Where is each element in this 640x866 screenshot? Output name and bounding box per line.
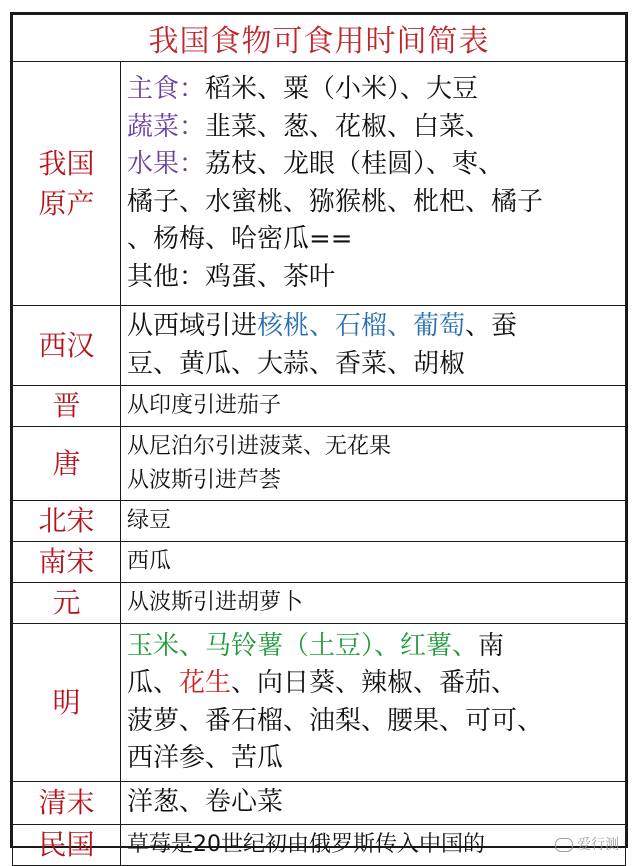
foods-text: 、蚕 — [465, 311, 518, 341]
foods-text: 、向日葵、辣椒、番茄、 — [231, 668, 518, 698]
era-label: 晋 — [52, 389, 81, 422]
era-cell — [13, 583, 121, 624]
foods-line — [127, 184, 619, 222]
foods-text: 从印度引进茄子 — [127, 393, 282, 418]
foods-text: 花生 — [179, 668, 232, 698]
era-cell — [13, 782, 121, 825]
foods-text: 其他：鸡蛋、茶叶 — [127, 261, 336, 292]
table-row — [13, 306, 626, 386]
foods-text: 主食： — [127, 74, 206, 104]
table-row — [13, 824, 626, 865]
foods-line — [127, 665, 619, 703]
foods-text: 蔬菜： — [127, 111, 206, 142]
foods-text: 水果： — [127, 149, 206, 179]
foods-text: 荔枝、龙眼（桂圆）、枣、 — [205, 149, 505, 179]
foods-cell — [121, 824, 626, 865]
table-row — [13, 583, 626, 624]
table-row — [13, 427, 626, 501]
era-label: 元 — [52, 586, 81, 619]
food-timeline-table — [10, 12, 628, 861]
foods-line — [127, 628, 619, 666]
foods-cell — [121, 501, 626, 542]
foods-text: 西洋参、苦瓜 — [127, 743, 284, 773]
foods-text: 豆、黄瓜、大蒜、香菜、胡椒 — [127, 348, 466, 379]
foods-line — [127, 828, 619, 862]
foods-line — [127, 740, 619, 778]
watermark-text: 爱行测 — [577, 836, 619, 853]
era-label: 清末 — [38, 785, 95, 819]
foods-line — [127, 308, 619, 346]
foods-cell — [121, 62, 626, 306]
era-cell — [13, 62, 121, 306]
foods-line — [127, 259, 619, 297]
title-row — [13, 15, 626, 62]
foods-text: 南 — [478, 630, 505, 661]
era-cell — [13, 427, 121, 501]
foods-text: 从尼泊尔引进菠菜、无花果 — [127, 433, 392, 459]
table-row — [13, 62, 626, 306]
foods-cell — [121, 427, 626, 501]
era-label: 南宋 — [38, 545, 95, 578]
era-cell — [13, 824, 121, 865]
watermark — [555, 828, 619, 862]
foods-text: 洋葱、卷心菜 — [127, 787, 284, 817]
era-cell — [13, 501, 121, 542]
foods-cell — [121, 306, 626, 386]
foods-text: 绿豆 — [127, 508, 172, 533]
foods-line — [127, 389, 619, 423]
foods-text: 瓜、 — [127, 668, 180, 698]
foods-line — [127, 784, 619, 822]
table-row — [13, 386, 626, 427]
foods-line — [127, 586, 619, 620]
era-cell — [13, 386, 121, 427]
foods-text: 从西域引进 — [127, 311, 258, 341]
foods-text: 菠萝、番石榴、油梨、腰果、可可、 — [127, 705, 544, 736]
foods-line — [127, 703, 619, 741]
foods-cell — [121, 624, 626, 782]
foods-line — [127, 221, 619, 259]
foods-cell — [121, 542, 626, 583]
foods-line — [127, 464, 619, 498]
foods-line — [127, 71, 619, 109]
era-label: 明 — [52, 685, 81, 719]
era-label: 西汉 — [38, 328, 95, 362]
foods-text: 、杨梅、哈密瓜== — [127, 224, 353, 254]
foods-line — [127, 504, 619, 538]
era-cell — [13, 542, 121, 583]
table-row — [13, 624, 626, 782]
foods-line — [127, 109, 619, 147]
foods-text: 从波斯引进芦荟 — [127, 467, 282, 493]
table-row — [13, 542, 626, 583]
foods-text: 玉米、马铃薯（土豆）、红薯、 — [127, 630, 479, 661]
table-row — [13, 501, 626, 542]
table — [12, 14, 626, 866]
table-title: 我国食物可食用时间简表 — [13, 15, 626, 62]
foods-cell — [121, 386, 626, 427]
foods-text: 橘子、水蜜桃、猕猴桃、枇杷、橘子 — [127, 186, 544, 217]
foods-text: 草莓是20世纪初由俄罗斯传入中国的 — [127, 831, 485, 857]
foods-text: 韭菜、葱、花椒、白菜、 — [205, 111, 492, 142]
era-label: 唐 — [52, 446, 81, 480]
foods-line — [127, 346, 619, 384]
foods-line — [127, 545, 619, 579]
foods-line — [127, 146, 619, 184]
era-cell — [13, 624, 121, 782]
era-label: 北宋 — [38, 504, 95, 537]
era-label: 我国 — [38, 146, 95, 180]
table-row — [13, 782, 626, 825]
era-cell — [13, 306, 121, 386]
foods-text: 稻米、粟（小米）、大豆 — [205, 74, 479, 104]
foods-text: 西瓜 — [127, 549, 172, 574]
foods-text: 从波斯引进胡萝卜 — [127, 590, 304, 615]
era-label: 民国 — [38, 827, 95, 861]
foods-line — [127, 430, 619, 464]
foods-cell — [121, 782, 626, 825]
era-label: 原产 — [38, 186, 95, 220]
foods-text: 核桃、石榴、葡萄 — [257, 311, 466, 341]
wechat-icon — [555, 838, 573, 852]
foods-cell — [121, 583, 626, 624]
